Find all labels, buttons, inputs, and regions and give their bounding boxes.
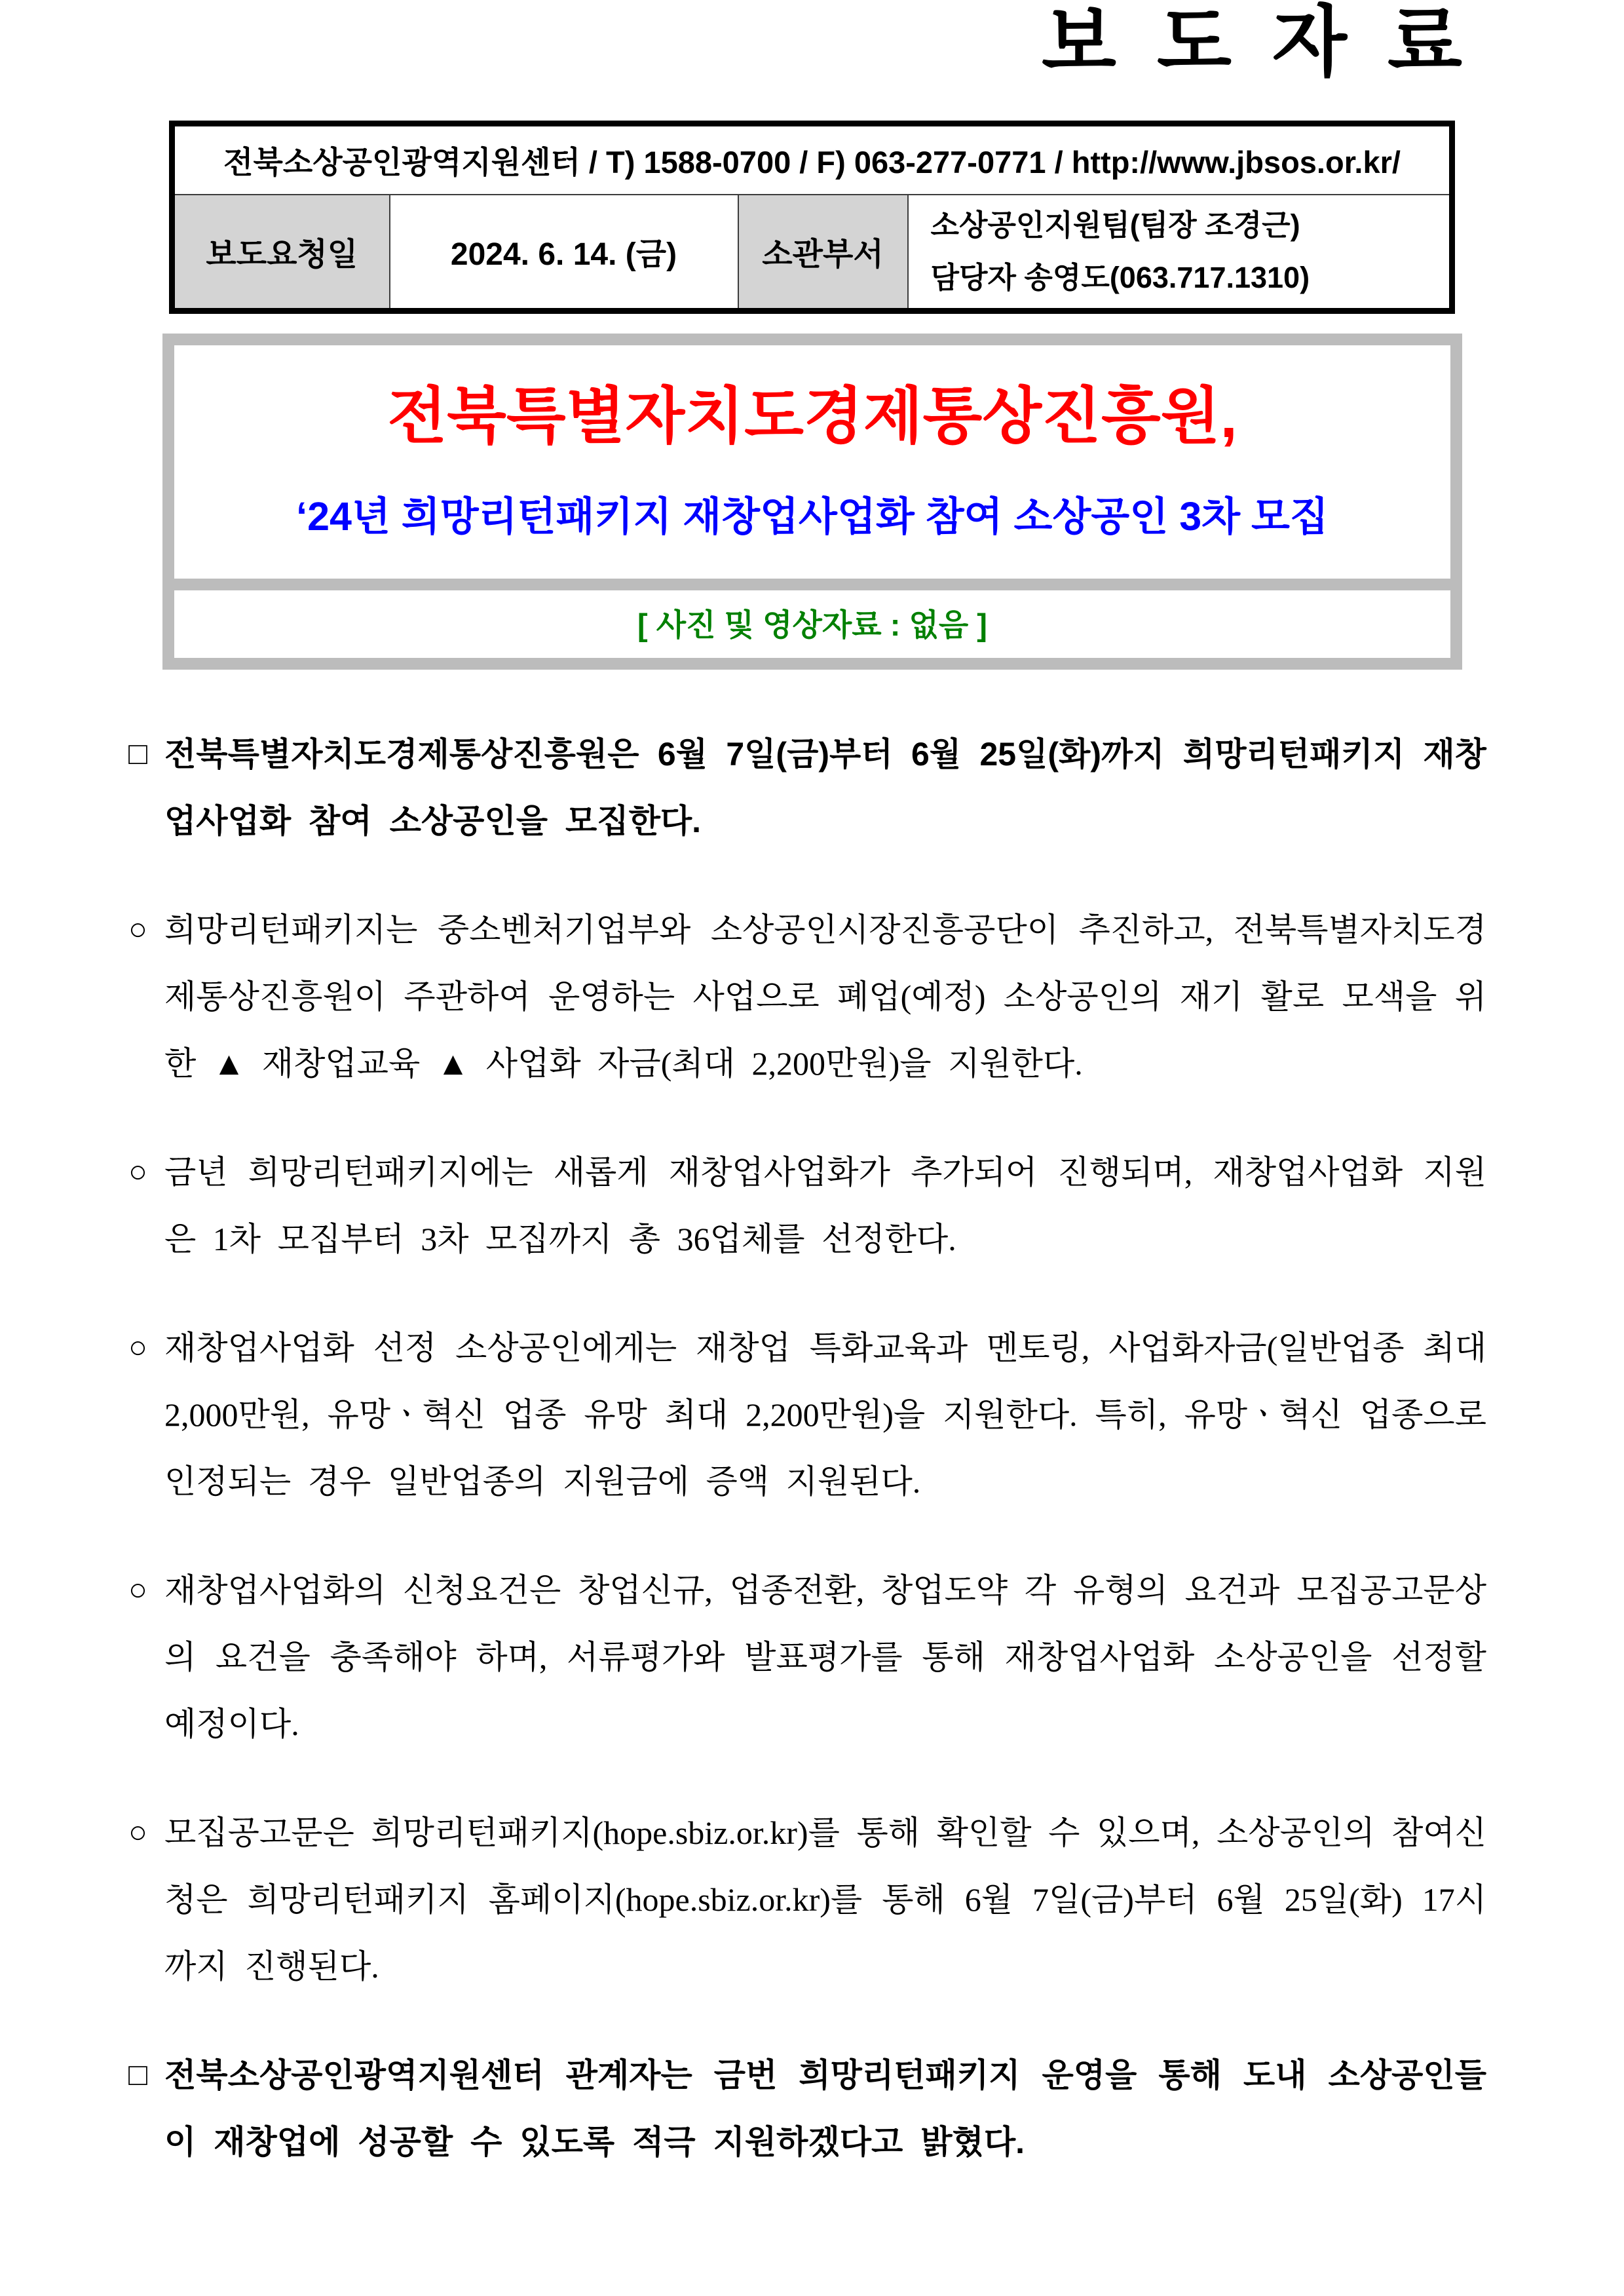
paragraph-text: 재창업사업화의 신청요건은 창업신규, 업종전환, 창업도약 각 유형의 요건과 모집공고문상의 요건을 충족해야 하며, 서류평가와 발표평가를 통해 재창업사업화 소상공인을 선정할 예정이다. <box>164 1571 1486 1742</box>
org-contact-header: 전북소상공인광역지원센터 / T) 1588-0700 / F) 063-277-0771 / http://www.jbsos.or.kr/ <box>172 124 1452 195</box>
department-contact-cell <box>908 195 1452 311</box>
headline-subtitle: ‘24년 희망리턴패키지 재창업사업화 참여 소상공인 3차 모집 <box>296 493 1329 539</box>
press-body <box>128 721 1486 2175</box>
circle-bullet-icon: ○ <box>128 1154 147 1189</box>
table-row <box>172 124 1452 195</box>
department-team-line: 소상공인지원팀(팀장 조경근) <box>930 208 1300 242</box>
paragraph-support-detail <box>128 1314 1486 1515</box>
paragraph-text: 재창업사업화 선정 소상공인에게는 재창업 특화교육과 멘토링, 사업화자금(일반업종 최대 2,000만원, 유망ㆍ혁신 업종 유망 최대 2,200만원)을 지원한다. 특히, 유망ㆍ혁신 업종으로 인정되는 경우 일반업종의 지원금에 증액 지원된다. <box>164 1329 1486 1500</box>
paragraph-closing-quote <box>128 2042 1486 2175</box>
table-row <box>172 195 1452 311</box>
media-note-text: [ 사진 및 영상자료 : 없음 ] <box>637 607 987 642</box>
department-label: 소관부서 <box>738 195 908 311</box>
department-manager-line: 담당자 송영도(063.717.1310) <box>930 260 1310 294</box>
press-info-table <box>169 121 1455 314</box>
paragraph-program-overview <box>128 896 1486 1097</box>
circle-bullet-icon: ○ <box>128 1330 147 1365</box>
media-note-box <box>174 590 1450 658</box>
paragraph-text: 전북특별자치도경제통상진흥원은 6월 7일(금)부터 6월 25일(화)까지 희망리턴패키지 재창업사업화 참여 소상공인을 모집한다. <box>164 735 1486 839</box>
paragraph-text: 전북소상공인광역지원센터 관계자는 금번 희망리턴패키지 운영을 통해 도내 소상공인들이 재창업에 성공할 수 있도록 적극 지원하겠다고 밝혔다. <box>164 2056 1486 2160</box>
paragraph-text: 희망리턴패키지는 중소벤처기업부와 소상공인시장진흥공단이 추진하고, 전북특별자치도경제통상진흥원이 주관하여 운영하는 사업으로 폐업(예정) 소상공인의 재기 활로 모색을 위한 ▲ 재창업교육 ▲ 사업화 자금(최대 2,200만원)을 지원한다. <box>164 911 1486 1082</box>
headline-org-name: 전북특별자치도경제통상진흥원, <box>387 381 1237 450</box>
paragraph-application-info <box>128 1799 1486 2000</box>
square-bullet-icon: □ <box>128 736 147 771</box>
page-title: 보도자료 <box>1042 0 1503 86</box>
headline-frame <box>162 334 1462 670</box>
paragraph-text: 금년 희망리턴패키지에는 새롭게 재창업사업화가 추가되어 진행되며, 재창업사업화 지원은 1차 모집부터 3차 모집까지 총 36업체를 선정한다. <box>164 1153 1486 1257</box>
request-date-value: 2024. 6. 14. (금) <box>390 195 738 311</box>
paragraph-requirements <box>128 1557 1486 1757</box>
circle-bullet-icon: ○ <box>128 1572 147 1607</box>
paragraph-lead <box>128 721 1486 854</box>
circle-bullet-icon: ○ <box>128 1814 147 1850</box>
paragraph-selection-count <box>128 1139 1486 1272</box>
headline-box <box>174 345 1450 579</box>
request-date-label: 보도요청일 <box>172 195 390 311</box>
square-bullet-icon: □ <box>128 2057 147 2092</box>
circle-bullet-icon: ○ <box>128 911 147 947</box>
paragraph-text: 모집공고문은 희망리턴패키지(hope.sbiz.or.kr)를 통해 확인할 수 있으며, 소상공인의 참여신청은 희망리턴패키지 홈페이지(hope.sbiz.or.kr)를 통해 6월 7일(금)부터 6월 25일(화) 17시까지 진행된다. <box>164 1814 1486 1985</box>
